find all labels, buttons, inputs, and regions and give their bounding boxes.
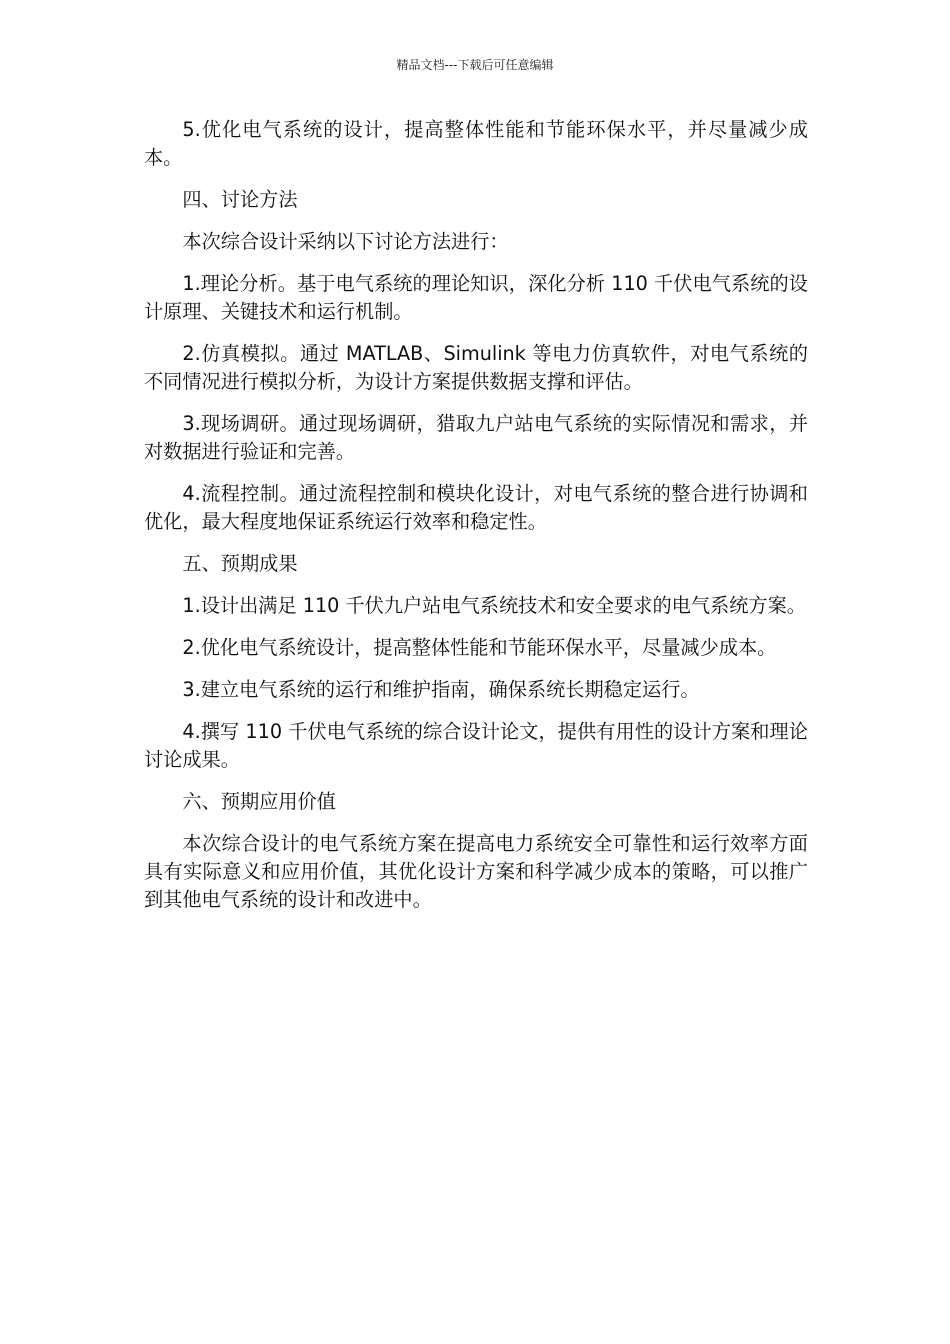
paragraph-outcome-4: 4.撰写 110 千伏电气系统的综合设计论文，提供有用性的设计方案和理论讨论成果。 [144, 720, 808, 771]
paragraph-outcome-3: 3.建立电气系统的运行和维护指南，确保系统长期稳定运行。 [182, 678, 700, 701]
section-heading-value: 六、预期应用价值 [182, 790, 336, 813]
paragraph-outcome-2: 2.优化电气系统设计，提高整体性能和节能环保水平，尽量减少成本。 [182, 636, 777, 659]
paragraph-methods-intro: 本次综合设计采纳以下讨论方法进行： [182, 230, 509, 253]
page-header: 精品文档---下载后可任意编辑 [396, 58, 554, 72]
document-body [144, 116, 808, 928]
paragraph-goal-5: 5.优化电气系统的设计，提高整体性能和节能环保水平，并尽量减少成本。 [144, 118, 808, 169]
paragraph-method-3: 3.现场调研。通过现场调研，猎取九户站电气系统的实际情况和需求，并对数据进行验证和完善。 [144, 412, 808, 463]
paragraph-value: 本次综合设计的电气系统方案在提高电力系统安全可靠性和运行效率方面具有实际意义和应用价值，其优化设计方案和科学减少成本的策略，可以推广到其他电气系统的设计和改进中。 [144, 832, 808, 911]
paragraph-method-1: 1.理论分析。基于电气系统的理论知识，深化分析 110 千伏电气系统的设计原理、关键技术和运行机制。 [144, 272, 808, 323]
section-heading-methods: 四、讨论方法 [182, 188, 298, 211]
paragraph-outcome-1: 1.设计出满足 110 千伏九户站电气系统技术和安全要求的电气系统方案。 [182, 594, 806, 617]
paragraph-method-4: 4.流程控制。通过流程控制和模块化设计，对电气系统的整合进行协调和优化，最大程度地保证系统运行效率和稳定性。 [144, 482, 808, 533]
paragraph-method-2: 2.仿真模拟。通过 MATLAB、Simulink 等电力仿真软件，对电气系统的不同情况进行模拟分析，为设计方案提供数据支撑和评估。 [144, 342, 808, 393]
section-heading-outcomes: 五、预期成果 [182, 552, 298, 575]
